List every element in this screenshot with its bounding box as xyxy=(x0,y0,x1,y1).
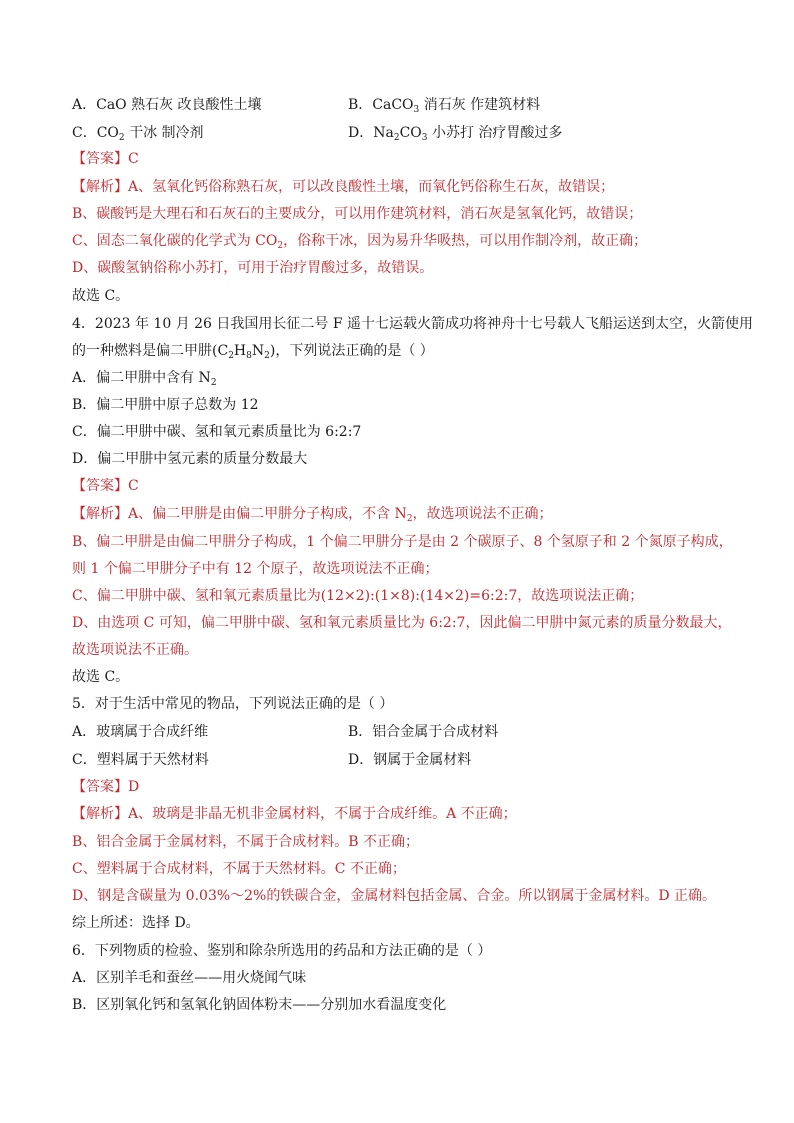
q3-conclusion: 故选 C。 xyxy=(72,288,130,304)
q3-answer: 【答案】C xyxy=(72,151,139,167)
q4-option-d: D．偏二甲肼中氢元素的质量分数最大 xyxy=(72,451,308,467)
q4-conclusion: 故选 C。 xyxy=(72,669,130,685)
q4-explanation-c: C、偏二甲肼中碳、氢和氧元素质量比为(12×2):(1×8):(14×2)=6:2:7，故选项说法正确； xyxy=(72,588,644,604)
q6-option-b: B．区别氧化钙和氢氧化钠固体粉末——分别加水看温度变化 xyxy=(72,997,447,1013)
q5-conclusion: 综上所述：选择 D。 xyxy=(72,915,200,931)
q3-explanation-c: C、固态二氧化碳的化学式为 $CO_2$，俗称干冰，因为易升华吸热，可以用作制冷剂，故正确； xyxy=(72,233,648,251)
q3-option-b: B．CaCO$_3$ 消石灰 作建筑材料 xyxy=(348,97,541,115)
q5-answer: 【答案】D xyxy=(72,779,140,795)
q3-explanation-d: D、碳酸氢钠俗称小苏打，可用于治疗胃酸过多，故错误。 xyxy=(72,260,434,276)
q4-option-b: B．偏二甲肼中原子总数为 12 xyxy=(72,397,259,413)
q4-stem-line2: 的一种燃料是偏二甲肼$(C_2H_8N_2)$，下列说法正确的是（ ） xyxy=(72,343,434,361)
q5-option-b: B．铝合金属于合成材料 xyxy=(348,724,499,740)
q5-option-c: C．塑料属于天然材料 xyxy=(72,752,209,768)
q4-stem-line1: 4．2023 年 10 月 26 日我国用长征二号 F 遥十七运载火箭成功将神舟十七号载人飞船运送到太空，火箭使用 xyxy=(72,316,754,332)
q3-explanation-b: B、碳酸钙是大理石和石灰石的主要成分，可以用作建筑材料，消石灰是氢氧化钙，故错误； xyxy=(72,206,643,222)
q4-explanation-d1: D、由选项 C 可知，偏二甲肼中碳、氢和氧元素质量比为 6:2:7，因此偏二甲肼中氮元素的质量分数最大， xyxy=(72,615,732,631)
q5-explanation-c: C、塑料属于合成材料，不属于天然材料。C 不正确； xyxy=(72,861,406,877)
q5-stem: 5．对于生活中常见的物品，下列说法正确的是（ ） xyxy=(72,696,394,712)
q4-option-c: C．偏二甲肼中碳、氢和氧元素质量比为 6:2:7 xyxy=(72,424,362,440)
q5-option-d: D．钢属于金属材料 xyxy=(348,752,472,768)
q5-option-a: A．玻璃属于合成纤维 xyxy=(72,724,209,740)
q4-answer: 【答案】C xyxy=(72,478,139,494)
q3-option-a: A．CaO 熟石灰 改良酸性土壤 xyxy=(72,97,262,113)
q3-option-d: D．$Na_2CO_3$ 小苏打 治疗胃酸过多 xyxy=(348,125,563,143)
q4-explanation-b2: 则 1 个偏二甲肼分子中有 12 个原子，故选项说法不正确； xyxy=(72,561,439,577)
q5-explanation-a: 【解析】A、玻璃是非晶无机非金属材料，不属于合成纤维。A 不正确； xyxy=(72,806,517,822)
q3-option-c: C．$CO_2$ 干冰 制冷剂 xyxy=(72,125,204,143)
q5-explanation-d: D、钢是含碳量为 0.03%～2%的铁碳合金，金属材料包括金属、合金。所以钢属于金属材料。D 正确。 xyxy=(72,888,717,904)
q3-explanation-a: 【解析】A、氢氧化钙俗称熟石灰，可以改良酸性土壤，而氧化钙俗称生石灰，故错误； xyxy=(72,179,615,195)
q4-option-a: A．偏二甲肼中含有 $N_2$ xyxy=(72,370,217,388)
q6-option-a: A．区别羊毛和蚕丝——用火烧闻气味 xyxy=(72,970,307,986)
q4-explanation-a: 【解析】A、偏二甲肼是由偏二甲肼分子构成，不含 $N_2$，故选项说法不正确； xyxy=(72,506,553,524)
q4-explanation-d2: 故选项说法不正确。 xyxy=(72,642,198,658)
q4-explanation-b1: B、偏二甲肼是由偏二甲肼分子构成，1 个偏二甲肼分子是由 2 个碳原子、8 个氢原子和 2 个氮原子构成， xyxy=(72,534,733,550)
q5-explanation-b: B、铝合金属于金属材料，不属于合成材料。B 不正确； xyxy=(72,834,420,850)
q6-stem: 6．下列物质的检验、鉴别和除杂所选用的药品和方法正确的是（ ） xyxy=(72,943,492,959)
